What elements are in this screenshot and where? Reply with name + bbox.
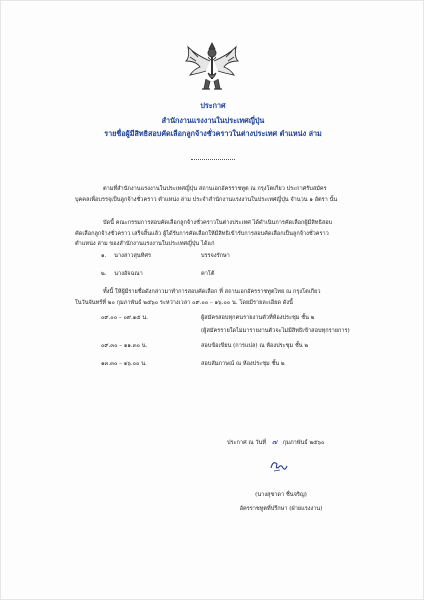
- schedule-time: ๑๓.๓๐ – ๑๖.๐๐ น.: [101, 361, 147, 367]
- divider: [191, 159, 235, 160]
- signer-name: (นางสุชาดา ชื่นจริญ): [255, 492, 307, 498]
- candidate-row: ๒. นางอัจฉณา: [101, 271, 143, 277]
- garuda-emblem-icon: [182, 39, 242, 95]
- handwritten-signature: [268, 458, 290, 474]
- paragraph-line: ตำแหน่ง ล่าม ของสำนักงานแรงงานในประเทศญี่ปุ่น ได้แก่: [75, 241, 215, 248]
- paragraph-exam-info: [75, 287, 375, 308]
- candidate-row: ๑. นางสาวสุนทิศร: [101, 253, 151, 259]
- paragraph-line: ตามที่สำนักงานแรงงานในประเทศญี่ปุ่น สถานเอกอัครราชทูต ณ กรุงโตเกียว ประกาศรับสมัคร: [103, 186, 327, 192]
- schedule-activity: ผู้สมัครสอบทุกคนรายงานตัวที่ห้องประชุม ชั้น ๒: [201, 315, 315, 321]
- agency-name: สำนักงานแรงงานในประเทศญี่ปุ่น: [161, 116, 265, 125]
- schedule-time: ๐๙.๓๐ – ๑๑.๓๐ น.: [101, 343, 148, 349]
- paragraph-line: ทั้งนี้ ให้ผู้มีรายชื่อดังกล่าวมาทำการสอบคัดเลือก ที่ สถานเอกอัครราชทูตไทย ณ กรุงโตเกียว: [103, 289, 321, 295]
- schedule-activity: สอบสัมภาษณ์ ณ ห้องประชุม ชั้น ๒: [201, 361, 285, 367]
- paragraph-intro: [75, 184, 375, 205]
- handwritten-day: ๗: [271, 438, 278, 446]
- candidate-surname: บรรจงรักษา: [201, 253, 230, 259]
- paragraph-line: บุคคลเพื่อบรรจุเป็นลูกจ้างชั่วคราว ตำแหน่ง ล่าม ประจำสำนักงานแรงงานในประเทศญี่ปุ่น จำนวน ๑ อัตรา นั้น: [75, 196, 338, 203]
- announcement-heading: ประกาศ: [200, 101, 226, 110]
- paragraph-line: บัดนี้ คณะกรรมการสอบคัดเลือกลูกจ้างชั่วคราวในต่างประเทศ ได้ดำเนินการคัดเลือกผู้มีสิทธิสอบ: [103, 220, 333, 226]
- signer-title: อัครราชทูตที่ปรึกษา (ฝ่ายแรงงาน): [239, 506, 323, 512]
- schedule-activity: สอบข้อเขียน (การแปล) ณ ห้องประชุม ชั้น ๒: [201, 343, 309, 349]
- paragraph-result: [75, 218, 375, 250]
- paragraph-line: ในวันจันทร์ที่ ๒๐ กุมภาพันธ์ ๒๕๖๐ ระหว่างเวลา ๐๙.๐๐ – ๑๖.๐๐ น. โดยมีรายละเอียด ดังนี้: [75, 299, 293, 306]
- announcement-subject: รายชื่อผู้มีสิทธิสอบคัดเลือกลูกจ้างชั่วคราวในต่างประเทศ ตำแหน่ง ล่าม: [104, 129, 322, 138]
- schedule-note: (ผู้สมัครรายใดไม่มารายงานตัวจะไม่มีสิทธิเข้าสอบทุกรายการ): [201, 328, 350, 334]
- candidate-surname: คาโต้: [201, 271, 215, 277]
- paragraph-line: คัดเลือกลูกจ้างชั่วคราว เสร็จสิ้นแล้ว ผู้ได้รับการคัดเลือกให้มีสิทธิเข้ารับการสอบคัดเลือกเป็นลูกจ้างชั่วคราว: [75, 230, 329, 237]
- schedule-time: ๐๙.๐๐ – ๐๙.๑๕ น.: [101, 315, 148, 321]
- announcement-date: ประกาศ ณ วันที่ ๗ กุมภาพันธ์ ๒๕๖๐: [227, 438, 325, 446]
